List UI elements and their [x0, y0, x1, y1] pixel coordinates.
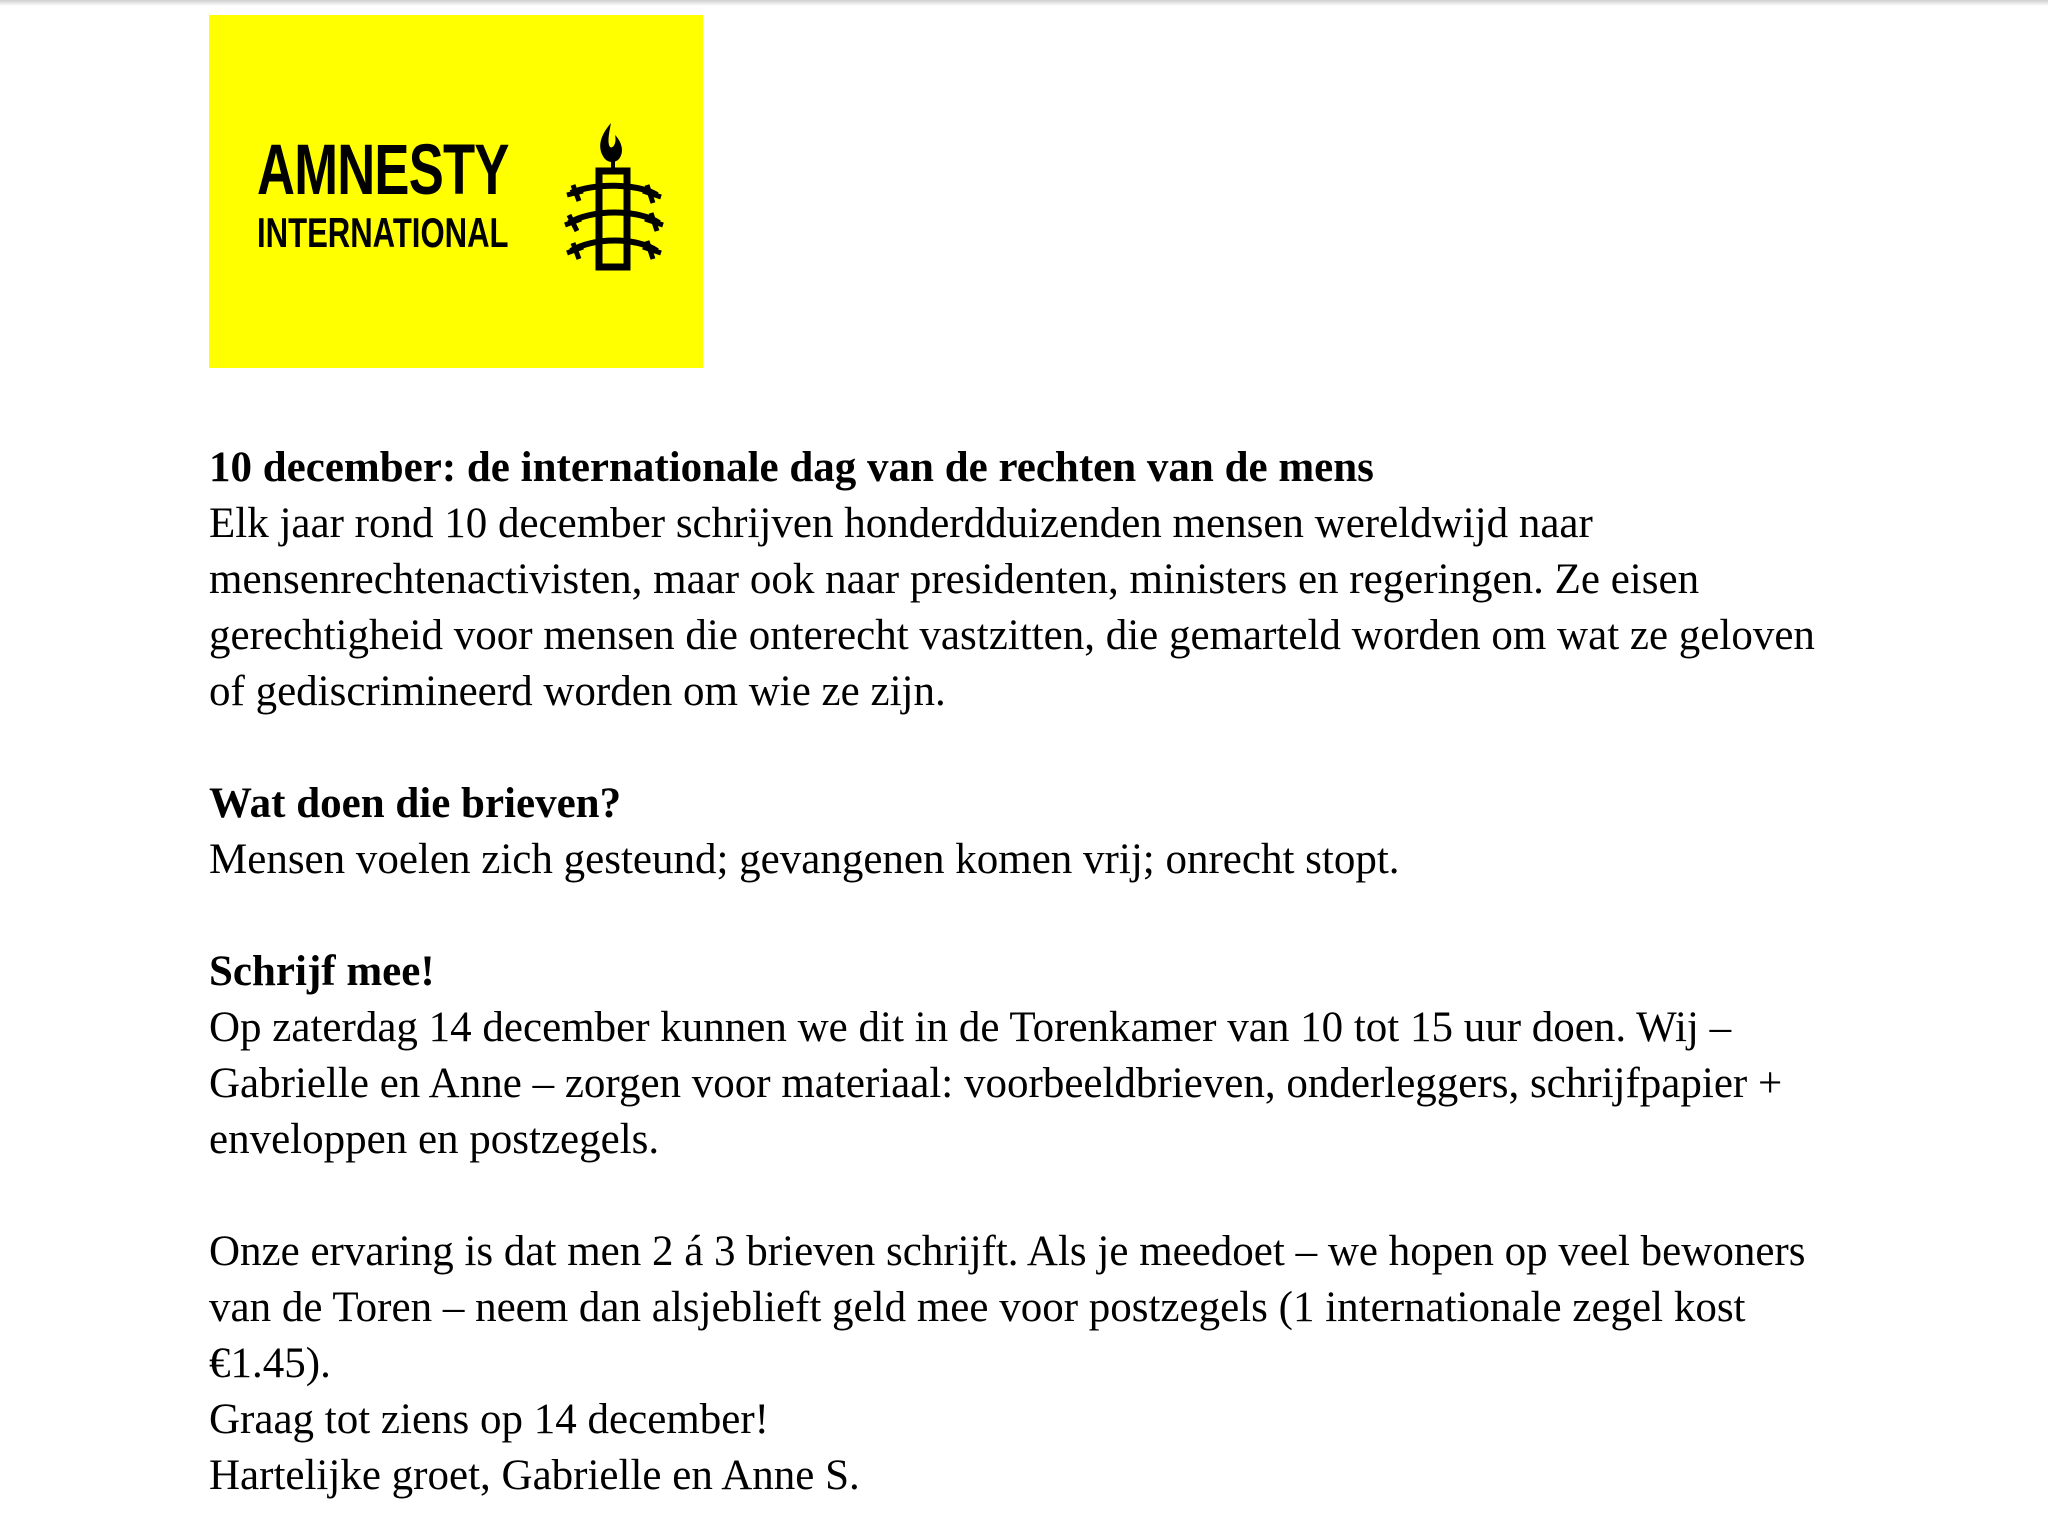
heading-write-along: Schrijf mee!: [209, 948, 435, 995]
logo-wordmark: [257, 131, 509, 256]
page-top-edge: [0, 0, 2048, 6]
paragraph-see-you: Graag tot ziens op 14 december!: [209, 1396, 769, 1443]
logo-line-international: INTERNATIONAL: [257, 209, 509, 256]
paragraph-experience: Onze ervaring is dat men 2 á 3 brieven schrijft. Als je meedoet – we hopen op veel bewoners van de Toren – neem dan alsjeblieft geld mee voor postzegels (1 internationale zegel kost €1.45).: [209, 1228, 1806, 1387]
paragraph-event-details: Op zaterdag 14 december kunnen we dit in de Torenkamer van 10 tot 15 uur doen. Wij – Gabrielle en Anne – zorgen voor materiaal: voorbeeldbrieven, onderleggers, schrijfpapier + enveloppen en postzegels.: [209, 1004, 1783, 1163]
logo-line-amnesty: AMNESTY: [257, 131, 509, 210]
candle-barbed-wire-icon: [563, 119, 665, 271]
paragraph-effects: Mensen voelen zich gesteund; gevangenen komen vrij; onrecht stopt.: [209, 836, 1400, 883]
paragraph-intro: Elk jaar rond 10 december schrijven honderdduizenden mensen wereldwijd naar mensenrechtenactivisten, maar ook naar presidenten, ministers en regeringen. Ze eisen gerechtigheid voor mensen die onterecht vastzitten, die gemarteld worden om wat ze geloven of gediscrimineerd worden om wie ze zijn.: [209, 500, 1815, 715]
amnesty-logo: [209, 15, 703, 368]
heading-what-letters-do: Wat doen die brieven?: [209, 780, 622, 827]
letter-body: [209, 440, 1849, 1504]
heading-human-rights-day: 10 december: de internationale dag van de rechten van de mens: [209, 444, 1374, 491]
paragraph-signature: Hartelijke groet, Gabrielle en Anne S.: [209, 1452, 860, 1499]
